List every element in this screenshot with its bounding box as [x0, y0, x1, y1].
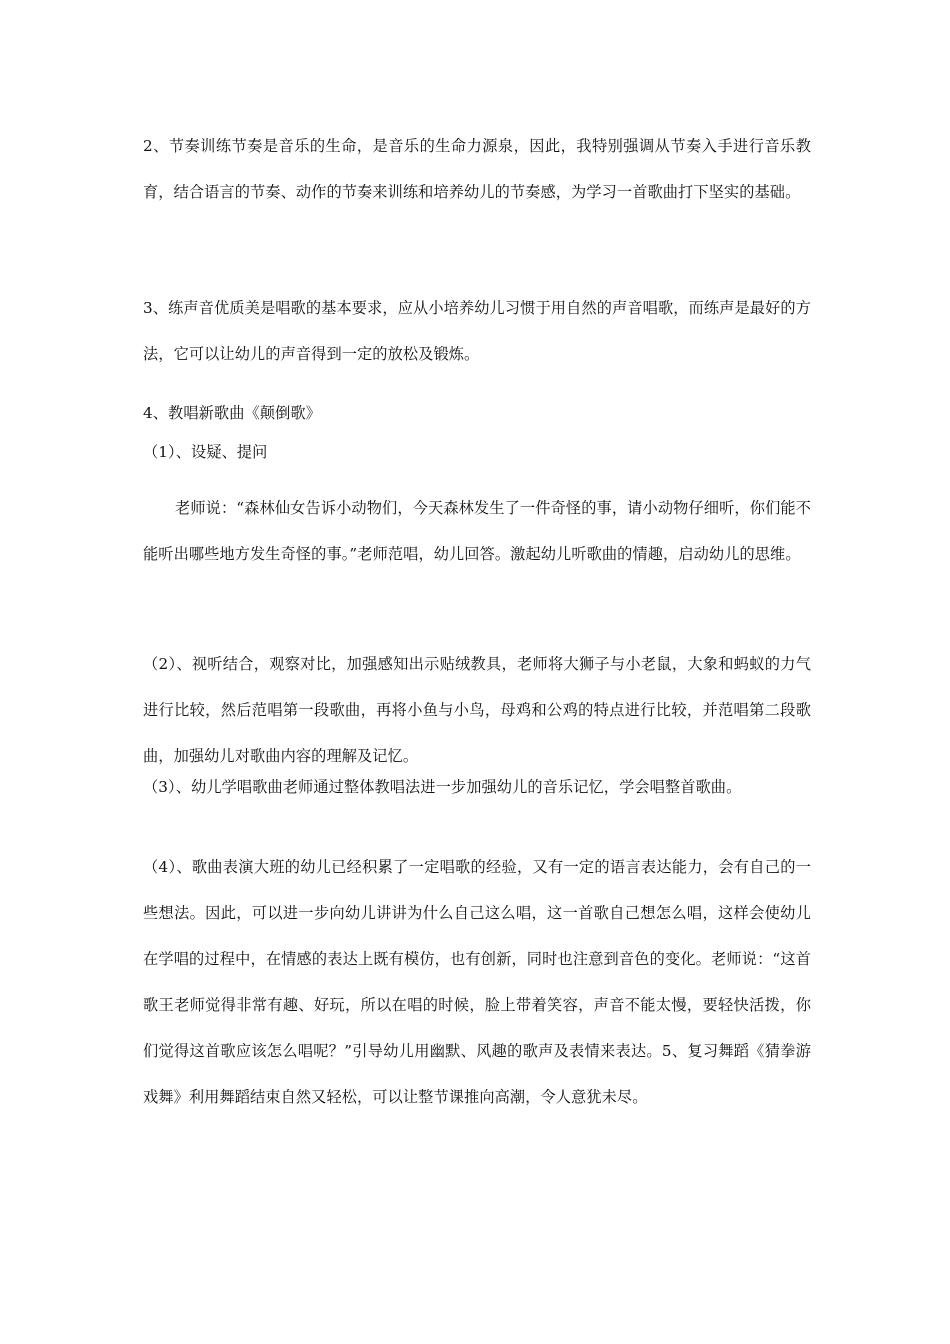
subheading-question: （1）、设疑、提问: [143, 443, 268, 461]
paragraph-teacher-says: 老师说：“森林仙女告诉小动物们，今天森林发生了一件奇怪的事，请小动物仔细听，你们能不能听出哪些地方发生奇怪的事。”老师范唱，幼儿回答。激起幼儿听歌曲的情趣，启动幼儿的思维。: [143, 499, 811, 563]
paragraph-song-performance: （4）、歌曲表演大班的幼儿已经积累了一定唱歌的经验，又有一定的语言表达能力，会有自己的一些想法。因此，可以进一步向幼儿讲讲为什么自己这么唱，这一首歌自己想怎么唱，这样会使幼儿在学唱的过程中，在情感的表达上既有模仿，也有创新，同时也注意到音色的变化。老师说：“这首歌王老师觉得非常有趣、好玩，所以在唱的时候，脸上带着笑容，声音不能太慢，要轻快活拨，你们觉得这首歌应该怎么唱呢？”引导幼儿用幽默、风趣的歌声及表情来表达。5、复习舞蹈《猜拳游戏舞》利用舞蹈结束自然又轻松，可以让整节课推向高潮，令人意犹未尽。: [143, 858, 811, 1106]
paragraph-vocal-practice: 3、练声音优质美是唱歌的基本要求，应从小培养幼儿习惯于用自然的声音唱歌，而练声是最好的方法，它可以让幼儿的声音得到一定的放松及锻炼。: [143, 299, 811, 363]
heading-new-song: 4、教唱新歌曲《颠倒歌》: [143, 404, 321, 422]
paragraph-children-learn: （3）、幼儿学唱歌曲老师通过整体教唱法进一步加强幼儿的音乐记忆，学会唱整首歌曲。: [143, 778, 742, 796]
paragraph-rhythm-training: 2、节奏训练节奏是音乐的生命，是音乐的生命力源泉，因此，我特别强调从节奏入手进行音乐教育，结合语言的节奏、动作的节奏来训练和培养幼儿的节奏感，为学习一首歌曲打下坚实的基础。: [143, 137, 811, 201]
paragraph-audio-visual: （2）、视听结合，观察对比，加强感知出示贴绒教具，老师将大狮子与小老鼠，大象和蚂蚁的力气进行比较，然后范唱第一段歌曲，再将小鱼与小鸟，母鸡和公鸡的特点进行比较，并范唱第二段歌曲，加强幼儿对歌曲内容的理解及记忆。: [143, 655, 811, 765]
